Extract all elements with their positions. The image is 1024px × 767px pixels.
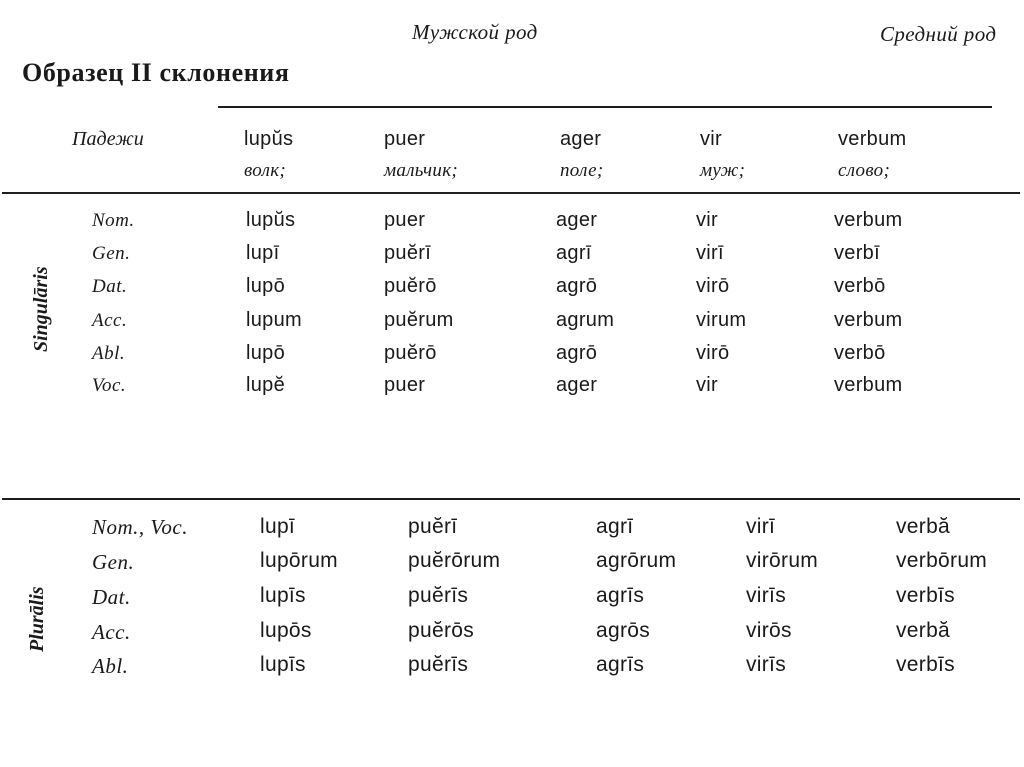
form-cell: verbum (834, 374, 903, 396)
form-cell: virī (746, 515, 776, 538)
form-cell: virō (696, 342, 730, 364)
form-cell: agrum (556, 309, 615, 331)
headword-vir: vir (700, 128, 723, 150)
masculine-gender-header: Мужской род (412, 20, 538, 44)
translation-vir: муж; (700, 160, 746, 181)
form-cell: agrī (556, 242, 592, 264)
translation-ager: поле; (560, 160, 604, 181)
form-cell: lupī (260, 515, 296, 538)
translation-verbum: слово; (838, 160, 891, 181)
case-label: Gen. (92, 243, 131, 264)
form-cell: virī (696, 242, 724, 264)
translation-puer: мальчик; (384, 160, 459, 181)
cases-column-header: Падежи (72, 128, 144, 150)
translation-lupus: волк; (244, 160, 287, 181)
case-label: Nom. (92, 210, 135, 231)
plural-label: Plurālis (26, 586, 48, 652)
case-label: Abl. (92, 654, 129, 678)
form-cell: agrō (556, 275, 598, 297)
header-divider (218, 106, 992, 108)
singular-top-divider (2, 192, 1020, 194)
form-cell: puĕrum (384, 309, 454, 331)
form-cell: verbō (834, 342, 886, 364)
singular-label: Singulāris (30, 266, 52, 352)
headword-ager: ager (560, 128, 602, 150)
form-cell: verbōrum (896, 549, 988, 572)
form-cell: puĕrī (384, 242, 432, 264)
form-cell: puĕrōs (408, 619, 475, 642)
page-title: Образец II склонения (22, 58, 290, 87)
case-label: Voc. (92, 375, 127, 396)
form-cell: puĕrō (384, 342, 437, 364)
headword-puer: puer (384, 128, 426, 150)
form-cell: ager (556, 209, 598, 231)
form-cell: lupīs (260, 653, 306, 676)
form-cell: puĕrīs (408, 584, 469, 607)
form-cell: puĕrō (384, 275, 437, 297)
form-cell: ager (556, 374, 598, 396)
form-cell: vir (696, 209, 719, 231)
form-cell: agrī (596, 515, 634, 538)
form-cell: verbī (834, 242, 880, 264)
form-cell: lupĕ (246, 374, 286, 396)
form-cell: verbīs (896, 653, 955, 676)
form-cell: lupī (246, 242, 280, 264)
form-cell: virō (696, 275, 730, 297)
headword-verbum: verbum (838, 128, 907, 150)
form-cell: lupōs (260, 619, 312, 642)
form-cell: vir (696, 374, 719, 396)
form-cell: puĕrī (408, 515, 458, 538)
form-cell: lupō (246, 275, 286, 297)
form-cell: agrōrum (596, 549, 677, 572)
form-cell: lupō (246, 342, 286, 364)
form-cell: agrīs (596, 584, 645, 607)
form-cell: verbum (834, 309, 903, 331)
form-cell: agrīs (596, 653, 645, 676)
form-cell: verbum (834, 209, 903, 231)
headword-lupus: lupŭs (244, 128, 294, 150)
case-label: Gen. (92, 550, 135, 574)
form-cell: lupum (246, 309, 302, 331)
form-cell: virīs (746, 584, 786, 607)
form-cell: verbă (896, 619, 951, 642)
form-cell: lupōrum (260, 549, 338, 572)
form-cell: virīs (746, 653, 786, 676)
case-label: Acc. (92, 310, 128, 331)
form-cell: virōrum (746, 549, 819, 572)
plural-top-divider (2, 498, 1020, 500)
form-cell: agrō (556, 342, 598, 364)
form-cell: puer (384, 209, 426, 231)
form-cell: verbīs (896, 584, 955, 607)
form-cell: lupŭs (246, 209, 296, 231)
case-label: Acc. (92, 620, 131, 644)
form-cell: virum (696, 309, 747, 331)
form-cell: virōs (746, 619, 792, 642)
form-cell: puĕrōrum (408, 549, 501, 572)
form-cell: verbō (834, 275, 886, 297)
form-cell: verbă (896, 515, 951, 538)
case-label: Nom., Voc. (92, 515, 188, 539)
form-cell: puer (384, 374, 426, 396)
form-cell: lupīs (260, 584, 306, 607)
form-cell: agrōs (596, 619, 651, 642)
neuter-gender-header: Средний род (880, 22, 997, 46)
case-label: Dat. (92, 276, 128, 297)
case-label: Dat. (92, 585, 131, 609)
case-label: Abl. (92, 343, 126, 364)
form-cell: puĕrīs (408, 653, 469, 676)
